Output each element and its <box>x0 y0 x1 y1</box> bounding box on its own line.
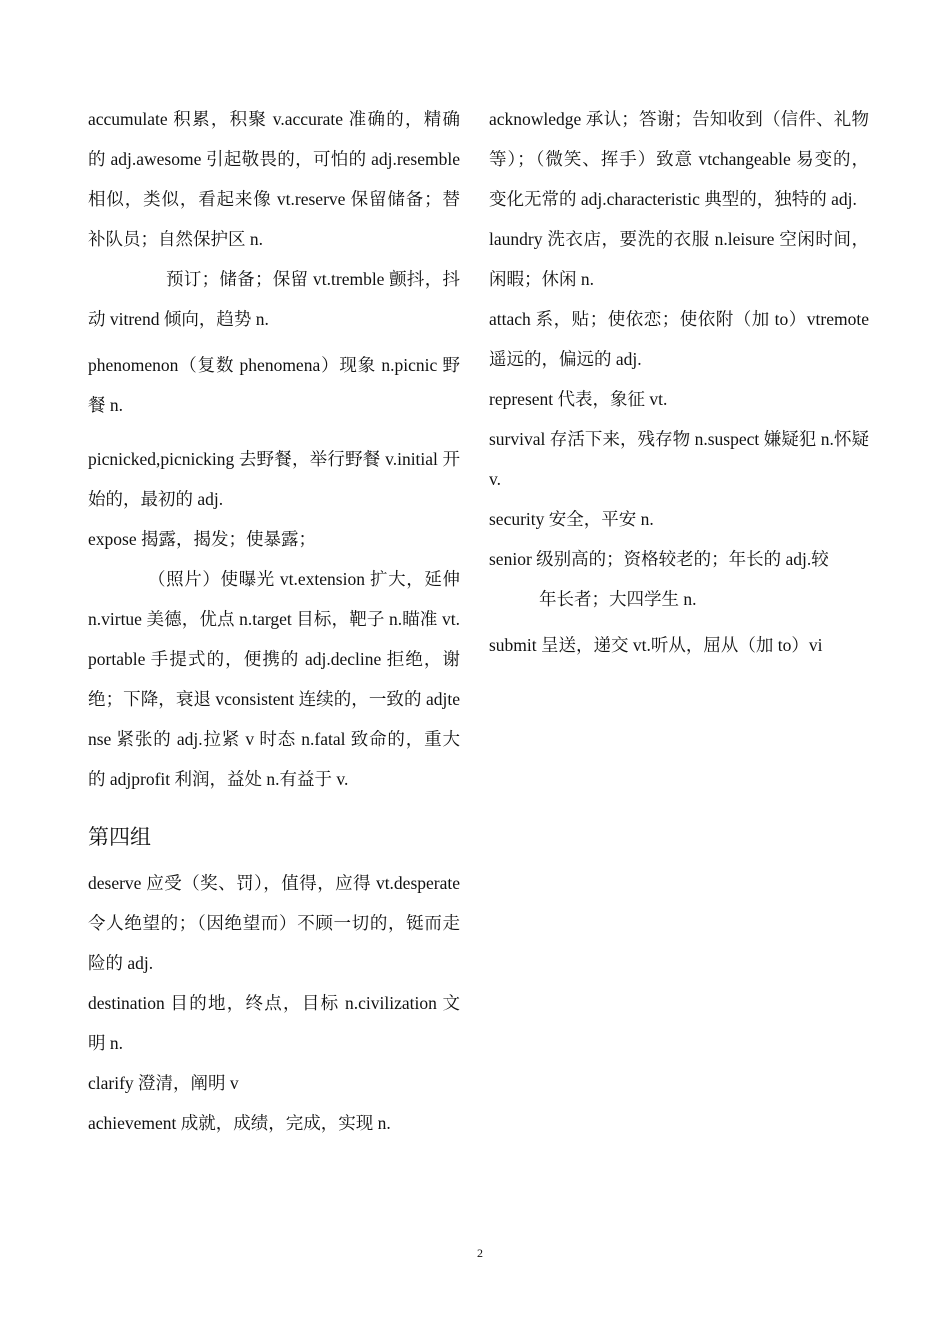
paragraph: clarify 澄清，阐明 v <box>88 1073 239 1093</box>
paragraph: acknowledge 承认；答谢；告知收到（信件、礼物等）；（微笑、挥手）致意 vtchangeable 易变的，变化无常的 adj.characteristic 典型的，独特的 adj. <box>489 109 869 209</box>
right-column <box>489 99 869 665</box>
paragraph: phenomenon（复数 phenomena）现象 n.picnic 野餐 n. <box>88 355 460 415</box>
paragraph: picnicked,picnicking 去野餐，举行野餐 v.initial 开始的，最初的 adj. <box>88 449 460 509</box>
paragraph: 年长者；大四学生 n. <box>539 589 697 609</box>
paragraph: submit 呈送，递交 vt.听从，屈从（加 to）vi <box>489 635 823 655</box>
paragraph: （照片）使曝光 vt.extension 扩大，延伸 n.virtue 美德，优点 n.target 目标，靶子 n.瞄准 vt.portable 手提式的，便携的 adj.decline 拒绝，谢绝；下降，衰退 vconsistent 连续的，一致的 adjtense 紧张的 adj.拉紧 v 时态 n.fatal 致命的，重大的 adjprofit 利润，益处 n.有益于 v. <box>88 569 460 789</box>
paragraph: laundry 洗衣店，要洗的衣服 n.leisure 空闲时间，闲暇；休闲 n. <box>489 229 869 289</box>
paragraph: represent 代表，象征 vt. <box>489 389 668 409</box>
paragraph: senior 级别高的；资格较老的；年长的 adj.较 <box>489 549 829 569</box>
paragraph: achievement 成就，成绩，完成，实现 n. <box>88 1113 391 1133</box>
paragraph: expose 揭露，揭发；使暴露； <box>88 529 316 549</box>
paragraph: 预订；储备；保留 vt.tremble 颤抖，抖动 vitrend 倾向，趋势 n. <box>88 269 460 329</box>
paragraph: security 安全，平安 n. <box>489 509 654 529</box>
paragraph: destination 目的地，终点，目标 n.civilization 文明 n. <box>88 993 460 1053</box>
section-heading: 第四组 <box>88 825 151 849</box>
paragraph: accumulate 积累，积聚 v.accurate 准确的，精确的 adj.awesome 引起敬畏的，可怕的 adj.resemble 相似，类似，看起来像 vt.reserve 保留储备；替补队员；自然保护区 n. <box>88 109 460 249</box>
paragraph: survival 存活下来，残存物 n.suspect 嫌疑犯 n.怀疑 v. <box>489 429 869 489</box>
page-number: 2 <box>477 1246 483 1260</box>
paragraph: deserve 应受（奖、罚），值得，应得 vt.desperate 令人绝望的；（因绝望而）不顾一切的，铤而走险的 adj. <box>88 873 460 973</box>
paragraph: attach 系，贴；使依恋；使依附（加 to）vtremote 遥远的，偏远的 adj. <box>489 309 869 369</box>
left-column <box>88 99 460 1143</box>
